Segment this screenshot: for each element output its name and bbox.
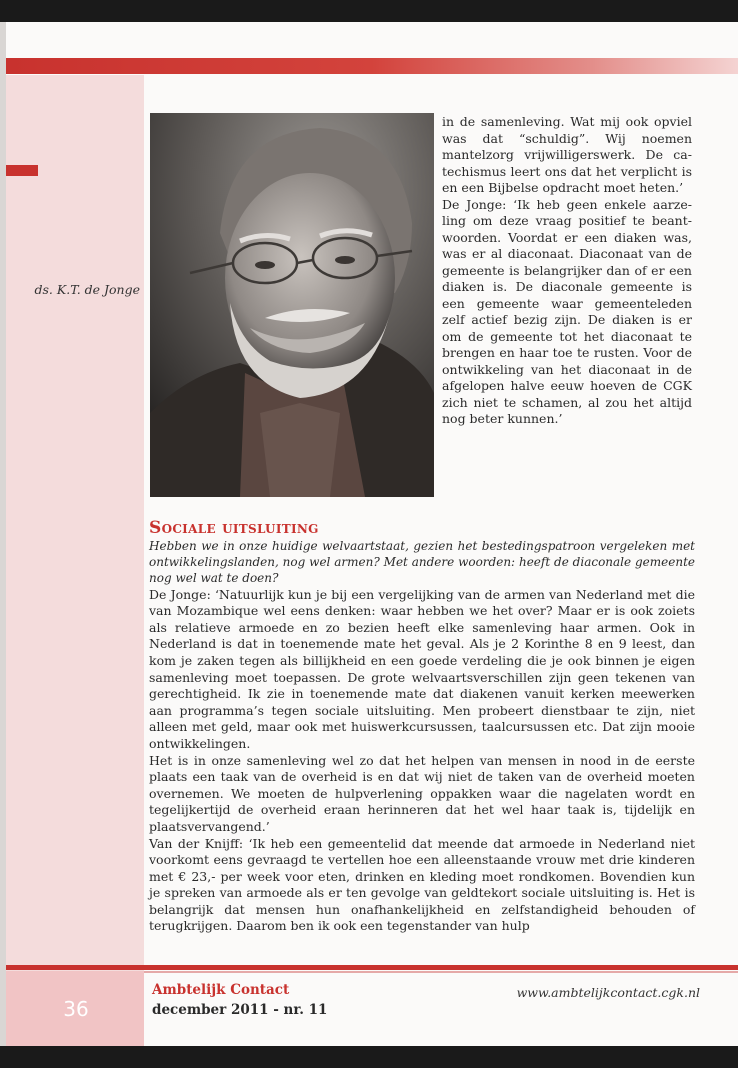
portrait-photo: [150, 113, 434, 497]
footer-thin-rule: [144, 971, 738, 973]
body-paragraph: Van der Knijff: ‘Ik heb een gemeentelid dat meende dat armoede in Nederland niet voorkomt eens gevraagd te vertellen hoe een alleenstaande vrouw met drie kinderen met € 23,- per week voor eten, drinken en kleding moet rondkomen. Bovendien kun je spreken van armoede als er ten gevolge van geldtekort sociale uitsluiting is. Het is belangrijk dat mensen hun onafhankelijkheid en zelfstandigheid behouden of terugkrijgen. Daarom ben ik ook een tegenstander van hulp: [149, 835, 695, 934]
article-section: [149, 518, 695, 935]
column-paragraph: De Jonge: ‘Ik heb geen enkele aarzeling om deze vraag positief te beantwoorden. Voordat er een diaken was, was er al diaconaat. Diaconaat van de gemeente is belangrijker dan of er een diaken is. De diaconale gemeente is een gemeente waar gemeenteleden zelf actief bezig zijn. De diaken is er om de gemeente tot het diaconaat te brengen en haar toe te rusten. Voor de ontwikkeling van het diaconaat in de afgelopen halve eeuw hoeven de CGK zich niet te schamen, al zou het altijd nog beter kunnen.’: [442, 196, 692, 426]
issue-label: december 2011 - nr. 11: [152, 1002, 328, 1018]
website-link[interactable]: www.ambtelijkcontact.cgk.nl: [516, 985, 700, 1000]
sidebar-band: [6, 75, 144, 971]
side-accent-tick: [6, 165, 38, 176]
body-paragraph: Het is in onze samenleving wel zo dat het helpen van mensen in nood in de eerste plaats een taak van de overheid is en dat wij niet de taken van de overheid moeten overnemen. We moeten de hulpverlening oppakken waar die nagelaten wordt en tegelijkertijd de overheid eraan herinneren dat het wel haar taak is, tijdelijk en plaatsvervangend.’: [149, 752, 695, 834]
column-paragraph: in de samenleving. Wat mij ook opviel was dat “schuldig”. Wij noemen mantelzorg vrijwilligerswerk. De catechismus leert ons dat het verplicht is en een Bijbelse opdracht moet heten.’: [442, 114, 692, 195]
photo-caption: ds. K.T. de Jonge: [34, 282, 140, 297]
section-heading: Sociale uitsluiting: [149, 518, 319, 538]
scan-border-bottom: [0, 1046, 738, 1068]
top-accent-rule: [6, 58, 738, 74]
top-right-column: [442, 114, 692, 428]
section-intro: Hebben we in onze huidige welvaartstaat, gezien het bestedingspatroon vergeleken met ontwikkelingslanden, nog wel armen? Met andere woorden: heeft de diaconale gemeente nog wel wat te doen?: [149, 539, 695, 586]
footer-accent-rule: [6, 965, 738, 970]
magazine-title: Ambtelijk Contact: [152, 982, 290, 998]
portrait-illustration: [150, 113, 434, 497]
page-number: 36: [63, 997, 89, 1021]
body-paragraph: De Jonge: ‘Natuurlijk kun je bij een vergelijking van de armen van Nederland met die van Mozambique wel eens denken: waar hebben we het over? Maar er is ook zoiets als relatieve armoede en zo bezien heeft elke samenleving haar armen. Ook in Nederland is dat in toenemende mate het geval. Als je 2 Korinthe 8 en 9 leest, dan kom je zaken tegen als billijkheid en een goede verdeling die je ook binnen je eigen samenleving moet toepassen. De grote welvaartsverschillen zijn geen tekenen van gerechtigheid. Ik zie in toenemende mate dat diakenen vanuit kerken meewerken aan programma’s tegen sociale uitsluiting. Men probeert dienstbaar te zijn, niet alleen met geld, maar ook met huiswerkcursussen, taalcursussen etc. Dat zijn mooie ontwikkelingen.: [149, 586, 695, 751]
scan-border-top: [0, 0, 738, 22]
